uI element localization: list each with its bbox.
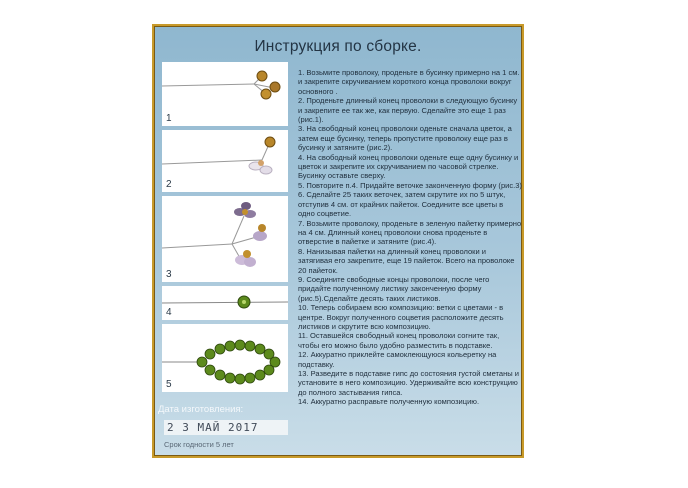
instruction-steps: [298, 68, 522, 407]
shelf-life-text: Срок годности 5 лет: [164, 440, 234, 449]
figure-2-image: [162, 130, 288, 192]
step-9: 9. Соедините свободные концы проволоки, после чего придайте полученному листику законченную форму (рис.5).Сделайте десять таких листиков.: [298, 274, 490, 303]
step-1: 1. Возьмите проволоку, проденьте в бусинку примерно на 1 см. и закрепите скручиванием короткого конца проволоки вокруг основного .: [298, 68, 520, 96]
instruction-card: [152, 24, 524, 458]
figure-2-photo: [162, 130, 288, 192]
figure-1-number: 1: [166, 113, 172, 124]
step-10: 10. Теперь собираем всю композицию: ветки с цветами - в центре. Вокруг полученного соцветия расположите десять листиков и скрутите всю композицию.: [298, 303, 504, 331]
figure-1-image: [162, 62, 288, 126]
figure-4-number: 4: [166, 307, 172, 318]
figure-3-image: [162, 196, 288, 282]
manufacture-date-label: Дата изготовления:: [158, 404, 244, 415]
step-6: 6. Сделайте 25 таких веточек, затем скрутите их по 5 штук, отступив 4 см. от крайних пайеток. Соедините все цветы в одно соцветие.: [298, 190, 506, 219]
figure-2-number: 2: [166, 179, 172, 190]
step-13: 13. Разведите в подставке гипс до состояния густой сметаны и установите в него композицию. Удерживайте всю конструкцию до полного застывания гипса.: [298, 369, 519, 397]
figure-5-image: [162, 324, 288, 392]
step-5: 5. Повторите п.4. Придайте веточке законченную форму (рис.3): [298, 180, 522, 190]
step-4: 4. На свободный конец проволоки оденьте еще одну бусинку и цветок и закрепите их скручиванием по часовой стрелке. Бусинку оставьте сверху.: [298, 152, 519, 181]
figure-5-number: 5: [166, 379, 172, 390]
step-11: 11. Оставшейся свободный конец проволоки согните так, чтобы его можно было удобно разместить в подставке.: [298, 331, 500, 350]
figure-3-number: 3: [166, 269, 172, 280]
manufacture-date-stamp: 2 3 МАЙ 2017: [164, 420, 288, 435]
figure-5-photo: [162, 324, 288, 392]
figure-3-photo: [162, 196, 288, 282]
figure-4-image: [162, 286, 288, 320]
figure-4-photo: [162, 286, 288, 320]
figure-1-photo: [162, 62, 288, 126]
step-12: 12. Аккуратно приклейте самоклеющуюся кольеретку на подставку.: [298, 350, 497, 369]
step-8: 8. Нанизывая пайетки на длинный конец проволоки и затягивая его закрепите, еще 19 пайеток. Всего на проволоке 20 пайеток.: [298, 246, 515, 275]
step-3: 3. На свободный конец проволоки оденьте сначала цветок, а затем еще бусинку, теперь пропустите проволоку еще раз в бусинку и затяните (рис.2).: [298, 124, 512, 153]
step-14: 14. Аккуратно расправьте полученную композицию.: [298, 397, 480, 407]
step-7: 7. Возьмите проволоку, проденьте в зеленую пайетку примерно на 4 см. Длинный конец проволоки снова проденьте в отверстие в пайетке и затяните (рис.4).: [298, 218, 522, 247]
instruction-title: Инструкция по сборке.: [254, 38, 422, 55]
step-2: 2. Проденьте длинный конец проволоки в следующую бусинку и закрепите ее так же, как первую. Сделайте это еще 1 раз (рис.1).: [298, 96, 518, 125]
